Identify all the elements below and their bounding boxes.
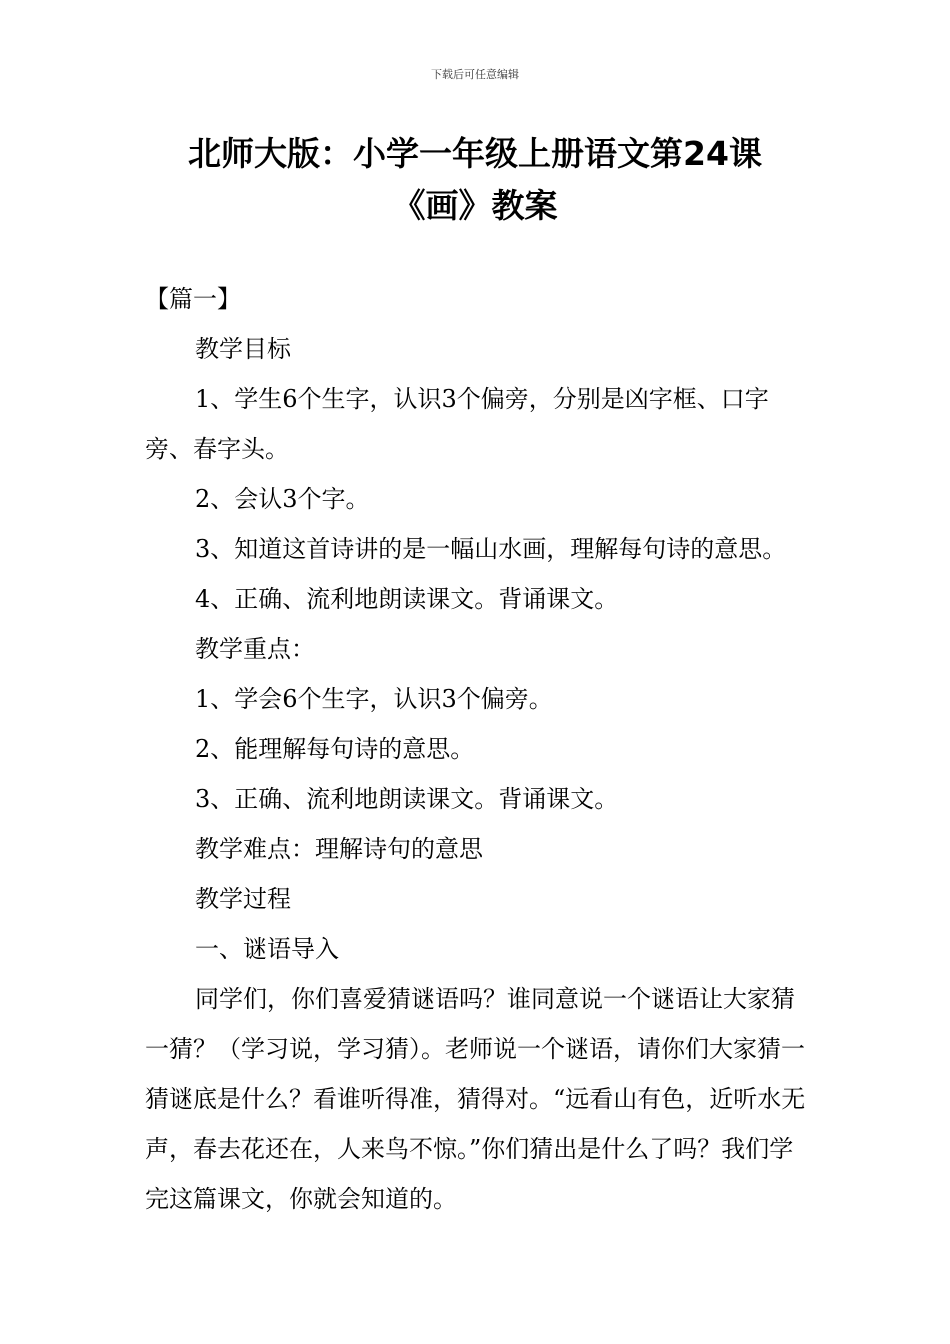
paragraph-goal-2: 2、会认3个字。 xyxy=(195,485,370,513)
document-title xyxy=(0,128,950,232)
document-title-line-1: 北师大版：小学一年级上册语文第24课 xyxy=(188,134,762,173)
paragraph-key-point-2: 2、能理解每句诗的意思。 xyxy=(195,735,475,763)
paragraph-riddle-text: 同学们，你们喜爱猜谜语吗？谁同意说一个谜语让大家猜一猜？（学习说，学习猜）。老师说一个谜语，请你们大家猜一猜谜底是什么？看谁听得准，猜得对。“远看山有色，近听水无声，春去花还在，人来鸟不惊。”你们猜出是什么了吗？我们学完这篇课文，你就会知道的。 xyxy=(145,985,806,1213)
paragraph-process: 教学过程 xyxy=(195,885,291,913)
paragraph-difficulty: 教学难点：理解诗句的意思 xyxy=(195,835,483,863)
paragraph-key-point-1: 1、学会6个生字，认识3个偏旁。 xyxy=(195,685,553,713)
document-body xyxy=(145,274,810,1224)
section-label: 【篇一】 xyxy=(145,285,241,313)
paragraph-goal-3: 3、知道这首诗讲的是一幅山水画，理解每句诗的意思。 xyxy=(195,535,787,563)
paragraph-key-point-3: 3、正确、流利地朗读课文。背诵课文。 xyxy=(195,785,619,813)
paragraph-key-points: 教学重点： xyxy=(195,635,315,663)
page-header-note: 下载后可任意编辑 xyxy=(431,68,519,81)
document-title-line-2: 《画》教案 xyxy=(392,186,558,225)
paragraph-teaching-goals: 教学目标 xyxy=(195,335,291,363)
paragraph-goal-1: 1、学生6个生字，认识3个偏旁，分别是凶字框、口字旁、春字头。 xyxy=(145,385,769,463)
paragraph-riddle-intro: 一、谜语导入 xyxy=(195,935,339,963)
paragraph-goal-4: 4、正确、流利地朗读课文。背诵课文。 xyxy=(195,585,619,613)
